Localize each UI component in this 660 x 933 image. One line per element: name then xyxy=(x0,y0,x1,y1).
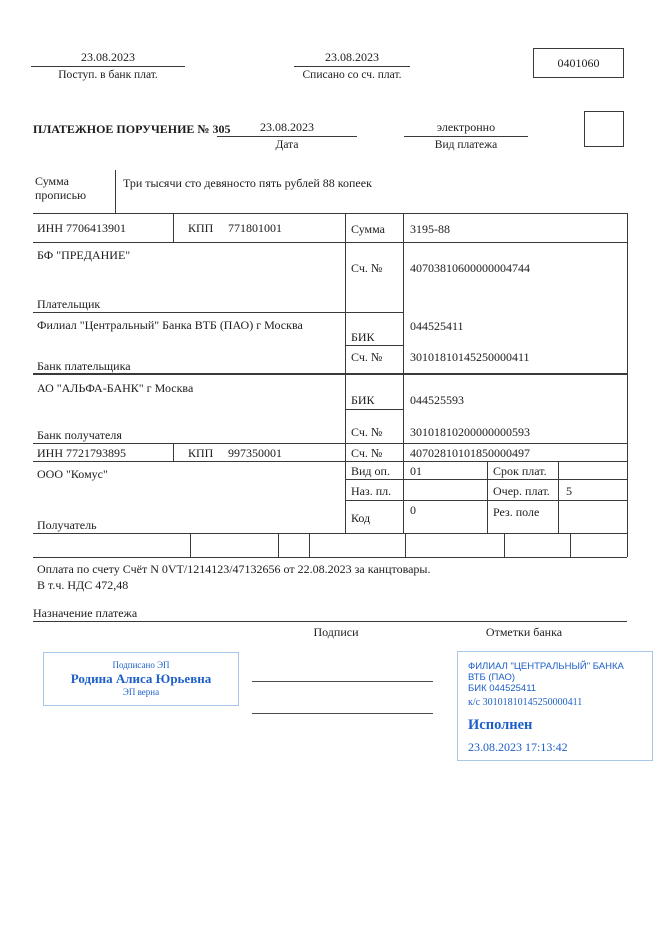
divider xyxy=(173,213,174,242)
signature-stamp-line3: ЭП верна xyxy=(122,687,160,697)
purpose-line-2: В т.ч. НДС 472,48 xyxy=(37,578,129,592)
reserve-label: Рез. поле xyxy=(493,505,540,519)
code-value: 0 xyxy=(410,503,416,517)
date-field xyxy=(217,120,357,152)
date-label: Дата xyxy=(275,139,299,151)
payer-bank-label: Банк плательщика xyxy=(37,359,131,373)
payment-kind-label: Вид платежа xyxy=(434,139,498,151)
form-code-box xyxy=(533,48,624,78)
divider xyxy=(403,213,404,533)
payee-bank-label: Банк получателя xyxy=(37,428,122,442)
payee-label: Получатель xyxy=(37,518,97,532)
payer-inn: ИНН 7706413901 xyxy=(37,221,126,235)
payment-kind-field xyxy=(404,120,528,152)
received-date: 23.08.2023 xyxy=(31,50,185,67)
divider xyxy=(33,443,627,444)
priority-label: Очер. плат. xyxy=(493,484,550,498)
divider xyxy=(627,213,628,557)
payer-name: БФ "ПРЕДАНИЕ" xyxy=(37,248,131,262)
payee-kpp-label: КПП xyxy=(188,446,214,460)
payer-kpp-label: КПП xyxy=(188,221,214,235)
divider xyxy=(345,500,627,501)
divider xyxy=(33,461,627,462)
bank-stamp-corr-account: к/с 30101810145250000411 xyxy=(468,697,583,708)
debited-label: Списано со сч. плат. xyxy=(302,69,402,81)
debited-date: 23.08.2023 xyxy=(294,50,410,67)
divider xyxy=(487,461,488,533)
payer-label: Плательщик xyxy=(37,297,101,311)
signature-stamp xyxy=(43,652,239,706)
signatures-label: Подписи xyxy=(313,625,359,639)
due-label: Срок плат. xyxy=(493,464,547,478)
document-title: ПЛАТЕЖНОЕ ПОРУЧЕНИЕ № 305 xyxy=(33,122,231,136)
code-label: Код xyxy=(351,511,371,525)
payee-account-label: Сч. № xyxy=(351,446,383,460)
bank-stamp-bank-line1: ФИЛИАЛ "ЦЕНТРАЛЬНЫЙ" БАНКА xyxy=(468,661,624,672)
divider xyxy=(190,533,191,557)
divider xyxy=(570,533,571,557)
payer-bank-name: Филиал "Центральный" Банка ВТБ (ПАО) г Москва xyxy=(37,318,303,332)
bank-stamp-bank-line2: ВТБ (ПАО) xyxy=(468,672,516,683)
payee-bank-bik: 044525593 xyxy=(410,393,464,407)
payer-bank-account: 30101810145250000411 xyxy=(410,350,530,364)
divider xyxy=(558,461,559,533)
divider xyxy=(173,443,174,461)
priority-box-empty xyxy=(584,111,624,147)
purpose-line-1: Оплата по счету Счёт N 0VT/1214123/47132656 от 22.08.2023 за канцтовары. xyxy=(37,562,431,576)
debited-field xyxy=(294,50,410,82)
payer-account: 40703810600000004744 xyxy=(410,261,530,275)
payee-bank-account: 30101810200000000593 xyxy=(410,425,530,439)
divider xyxy=(504,533,505,557)
divider xyxy=(278,533,279,557)
divider xyxy=(33,621,627,622)
divider xyxy=(33,373,627,375)
payee-bank-account-label: Сч. № xyxy=(351,425,383,439)
form-code: 0401060 xyxy=(557,55,600,70)
divider xyxy=(33,557,627,558)
divider xyxy=(115,170,116,213)
payee-name: ООО "Комус" xyxy=(37,467,108,481)
sum-label: Сумма xyxy=(351,222,385,236)
bank-stamp-datetime: 23.08.2023 17:13:42 xyxy=(468,740,568,754)
divider xyxy=(345,213,346,533)
amount-words-label-1: Сумма xyxy=(35,174,69,188)
payment-kind: электронно xyxy=(404,120,528,137)
payee-bank-bik-label: БИК xyxy=(351,393,375,407)
payer-kpp: 771801001 xyxy=(228,221,282,235)
signature-stamp-line1: Подписано ЭП xyxy=(112,660,170,670)
divider xyxy=(33,242,627,243)
signature-stamp-name: Родина Алиса Юрьевна xyxy=(70,671,212,686)
divider xyxy=(33,312,403,313)
priority-value: 5 xyxy=(566,484,572,498)
bank-stamp xyxy=(457,651,653,761)
bank-stamp-bik: БИК 044525411 xyxy=(468,683,537,694)
op-type-label: Вид оп. xyxy=(351,464,390,478)
divider xyxy=(33,533,627,534)
divider xyxy=(405,533,406,557)
bank-marks-label: Отметки банка xyxy=(485,625,563,639)
bank-stamp-status: Исполнен xyxy=(468,717,533,733)
divider xyxy=(345,345,403,346)
received-label: Поступ. в банк плат. xyxy=(58,69,158,81)
payee-account: 40702810101850000497 xyxy=(410,446,530,460)
payer-bank-bik: 044525411 xyxy=(410,319,464,333)
op-type-value: 01 xyxy=(410,464,422,478)
purpose-label: Назначение платежа xyxy=(33,606,138,620)
payee-inn: ИНН 7721793895 xyxy=(37,446,126,460)
sum-value: 3195-88 xyxy=(410,222,450,236)
divider xyxy=(345,409,403,410)
payer-account-label: Сч. № xyxy=(351,261,383,275)
amount-words-label-2: прописью xyxy=(35,188,87,202)
payee-bank-name: АО "АЛЬФА-БАНК" г Москва xyxy=(37,381,194,395)
divider xyxy=(309,533,310,557)
signature-line-2 xyxy=(252,713,433,714)
received-in-bank-field xyxy=(31,50,185,82)
pay-purpose-code-label: Наз. пл. xyxy=(351,484,392,498)
payer-bank-account-label: Сч. № xyxy=(351,350,383,364)
document-date: 23.08.2023 xyxy=(217,120,357,137)
amount-in-words: Три тысячи сто девяносто пять рублей 88 копеек xyxy=(123,176,372,190)
payer-bank-bik-label: БИК xyxy=(351,330,375,344)
payee-kpp: 997350001 xyxy=(228,446,282,460)
signature-line-1 xyxy=(252,681,433,682)
divider xyxy=(345,479,627,480)
divider xyxy=(33,213,627,214)
